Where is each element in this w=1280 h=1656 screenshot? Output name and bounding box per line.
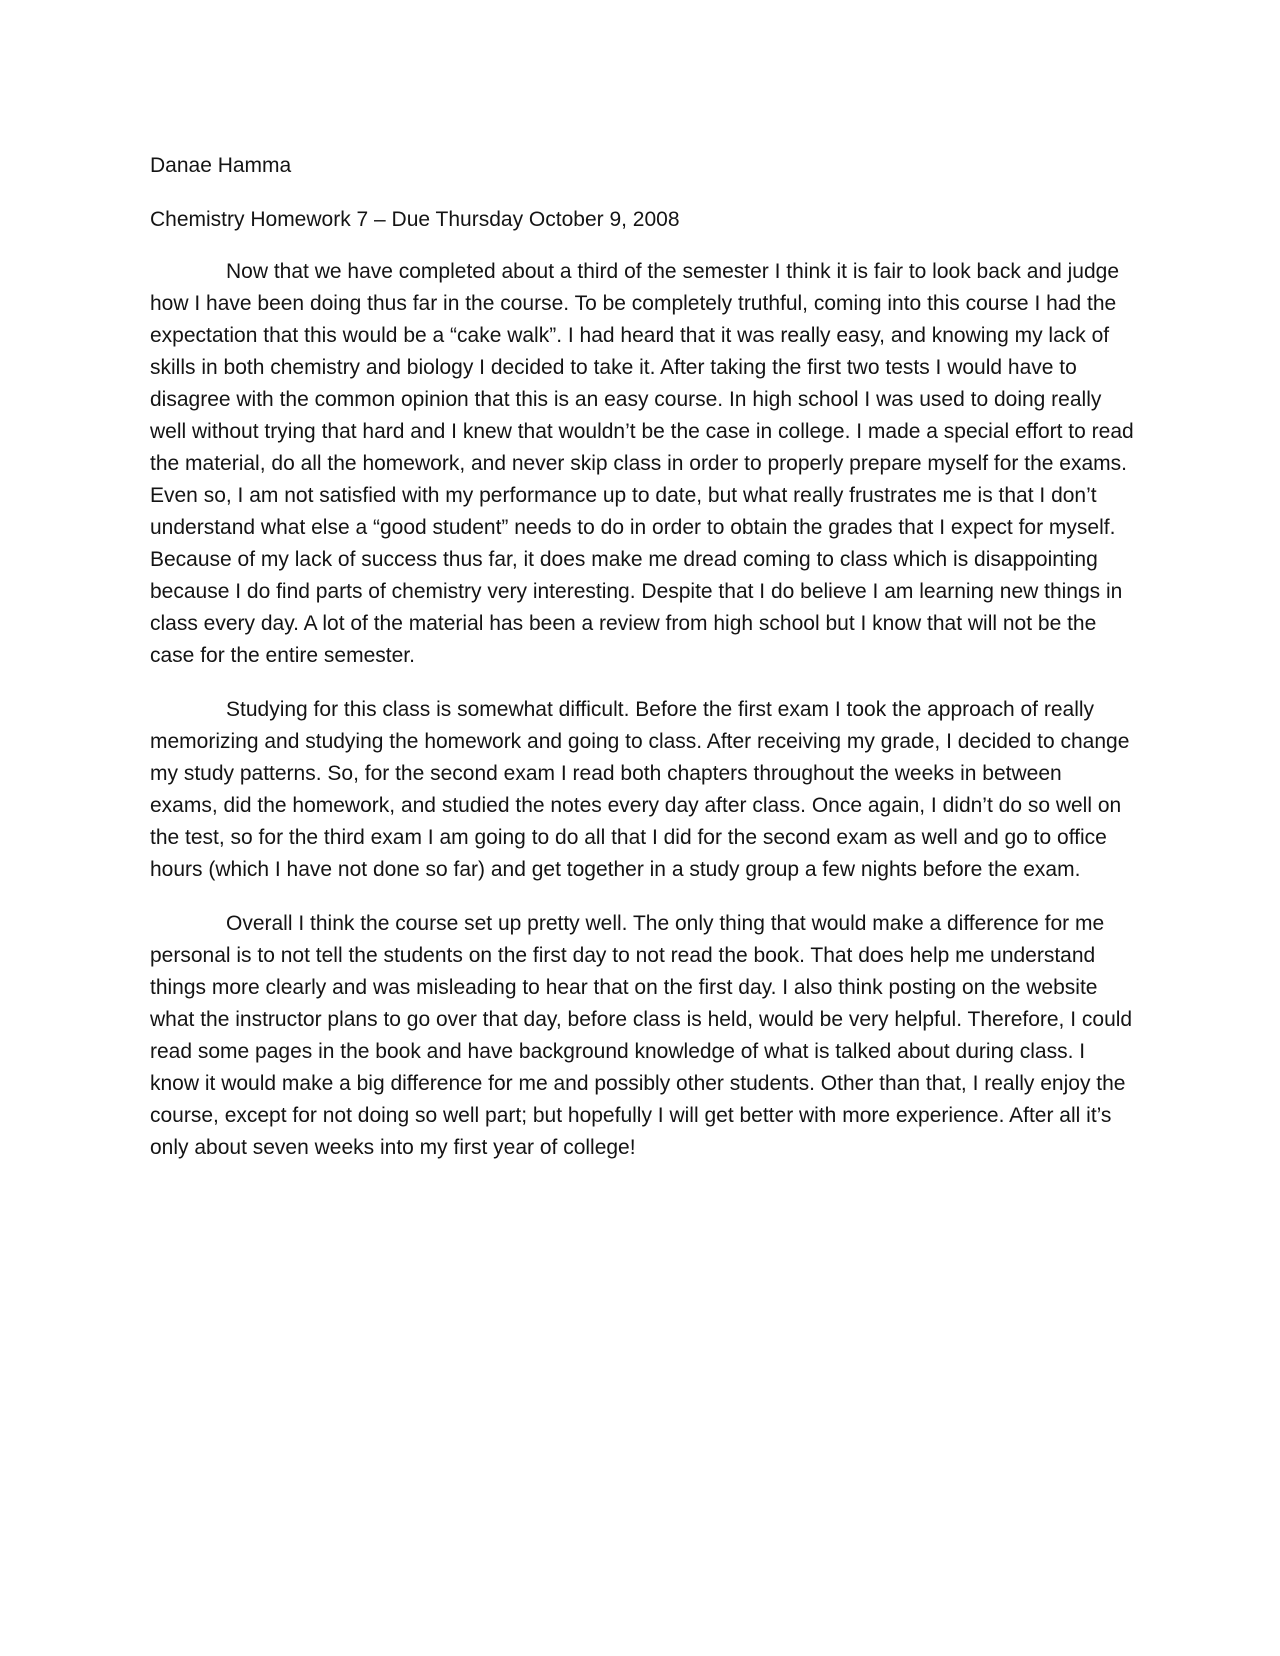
- document-body: [150, 150, 1135, 1186]
- author-name: Danae Hamma: [150, 154, 292, 177]
- paragraph-2: Studying for this class is somewhat difficult. Before the first exam I took the approach of really memorizing and studying the homework and going to class. After receiving my grade, I decided to change my study patterns. So, for the second exam I read both chapters throughout the weeks in between exams, did the homework, and studied the notes every day after class. Once again, I didn’t do so well on the test, so for the third exam I am going to do all that I did for the second exam as well and go to office hours (which I have not done so far) and get together in a study group a few nights before the exam.: [150, 698, 1130, 881]
- paragraph-3: Overall I think the course set up pretty well. The only thing that would make a difference for me personal is to not tell the students on the first day to not read the book. That does help me understand things more clearly and was misleading to hear that on the first day. I also think posting on the website what the instructor plans to go over that day, before class is held, would be very helpful. Therefore, I could read some pages in the book and have background knowledge of what is talked about during class. I know it would make a big difference for me and possibly other students. Other than that, I really enjoy the course, except for not doing so well part; but hopefully I will get better with more experience. After all it’s only about seven weeks into my first year of college!: [150, 912, 1133, 1159]
- paragraph-1: Now that we have completed about a third of the semester I think it is fair to look back and judge how I have been doing thus far in the course. To be completely truthful, coming into this course I had the expectation that this would be a “cake walk”. I had heard that it was really easy, and knowing my lack of skills in both chemistry and biology I decided to take it. After taking the first two tests I would have to disagree with the common opinion that this is an easy course. In high school I was used to doing really well without trying that hard and I knew that wouldn’t be the case in college. I made a special effort to read the material, do all the homework, and never skip class in order to properly prepare myself for the exams. Even so, I am not satisfied with my performance up to date, but what really frustrates me is that I don’t understand what else a “good student” needs to do in order to obtain the grades that I expect for myself. Because of my lack of success thus far, it does make me dread coming to class which is disappointing because I do find parts of chemistry very interesting. Despite that I do believe I am learning new things in class every day. A lot of the material has been a review from high school but I know that will not be the case for the entire semester.: [150, 260, 1134, 667]
- assignment-title: Chemistry Homework 7 – Due Thursday October 9, 2008: [150, 208, 680, 231]
